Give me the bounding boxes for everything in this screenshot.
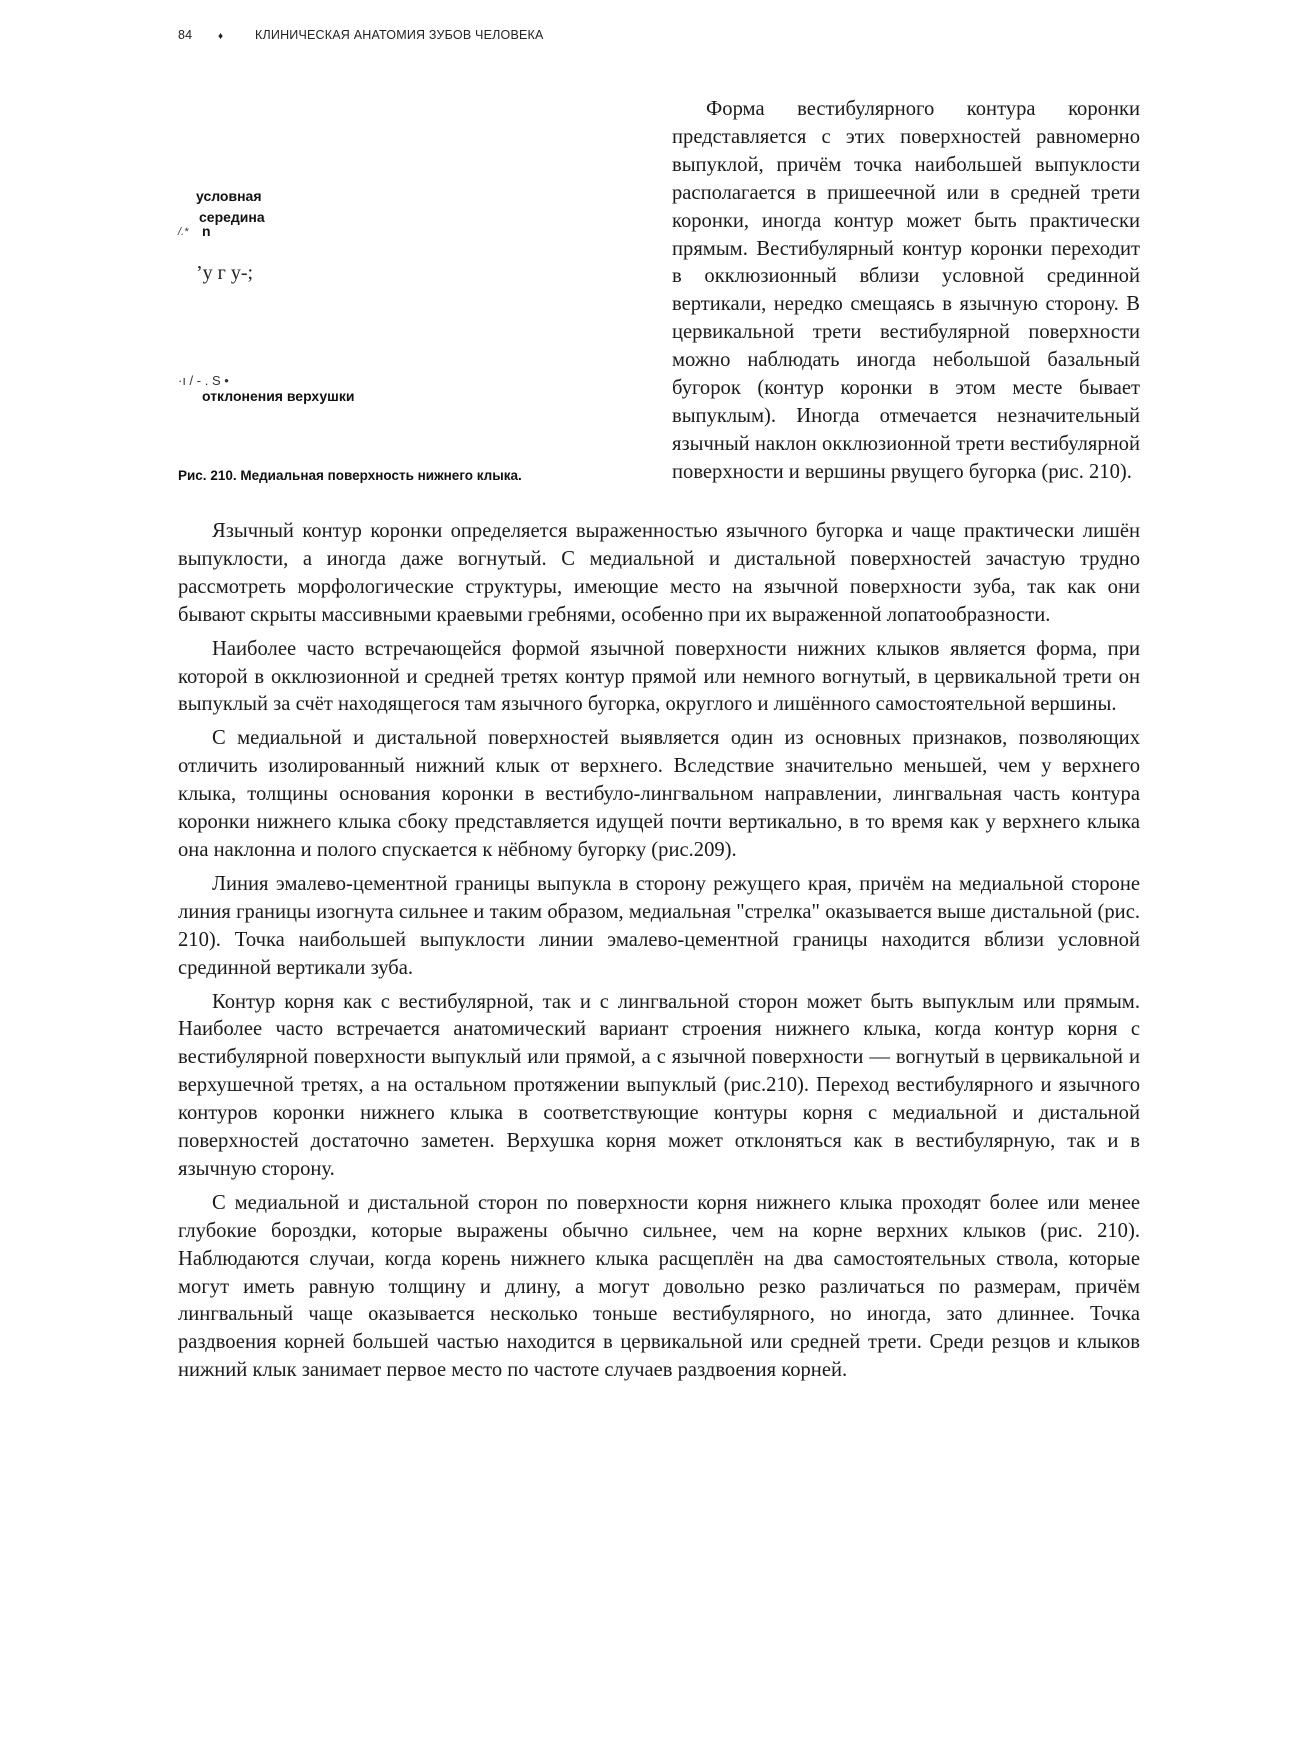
paragraph: С медиальной и дистальной сторон по поверхности корня нижнего клыка проходят более или менее глубокие бороздки, которые выражены обычно сильнее, чем на корне верхних клыков (рис. 210). Наблюдаются случаи, когда корень нижнего клыка расщеплён на два самостоятельных ствола, которые могут иметь равную толщину и длину, а могут довольно резко различаться по размерам, причём лингвальный чаще оказывается несколько тоньше вестибулярного, но иногда, зато длиннее. Точка раздвоения корней большей частью находится в цервикальной или средней трети. Среди резцов и клыков нижний клык занимает первое место по частоте случаев раздвоения корней. [178,1191,1140,1382]
figure-scrap-b: ·ı / - . S • [178,373,229,388]
page-number: 84 [178,28,193,42]
figure-label-deviation: отклонения верхушки [202,388,355,404]
paragraph: Наиболее часто встречающейся формой язычной поверхности нижних клыков является форма, при которой в окклюзионной и средней третях контур прямой или немного вогнутый, в цервикальной трети он выпуклый за счёт находящегося там язычного бугорка, округлого и лишённого самостоятельной вершины. [178,637,1140,716]
figure-210 [178,180,598,500]
running-title: КЛИНИЧЕСКАЯ АНАТОМИЯ ЗУБОВ ЧЕЛОВЕКА [255,28,544,42]
paragraph: Линия эмалево-цементной границы выпукла в сторону режущего края, причём на медиальной стороне линия границы изогнута сильнее и таким образом, медиальная "стрелка" оказывается выше дистальной (рис. 210). Точка наибольшей выпуклости линии эмалево-цементной границы находится вблизи условной срединной вертикали зуба. [178,872,1140,979]
paragraph: Язычный контур коронки определяется выраженностью язычного бугорка и чаще практически лишён выпуклости, а иногда даже вогнутый. С медиальной и дистальной поверхностей зачастую трудно рассмотреть морфологические структуры, имеющие место на язычной поверхности зуба, так как они бывают скрыты массивными краевыми гребнями, особенно при их выраженной лопатообразности. [178,520,1140,626]
figure-serif-scrap: ’у г у-; [196,262,254,284]
paragraph: Форма вестибулярного контура коронки представляется с этих поверхностей равномерно выпуклой, причём точка наибольшей выпуклости располагается в пришеечной или в средней трети коронки, иногда контур может быть практически прямым. Вестибулярный контур коронки переходит в окклюзионный вблизи условной срединной вертикали, нередко смещаясь в язычную сторону. В цервикальной трети вестибулярной поверхности можно наблюдать иногда небольшой базальный бугорок (контур коронки в этом месте бывает выпуклым). Иногда отмечается незначительный язычный наклон окклюзионной трети вестибулярной поверхности и вершины рвущего бугорка (рис. 210). [672,98,1140,483]
paragraph: С медиальной и дистальной поверхностей выявляется один из основных признаков, позволяющих отличить изолированный нижний клык от верхнего. Вследствие значительно меньшей, чем у верхнего клыка, толщины основания коронки в вестибуло-лингвальном направлении, лингвальная часть контура коронки нижнего клыка сбоку представляется идущей почти вертикально, в то время как у верхнего клыка она наклонна и полого спускается к нёбному бугорку (рис.209). [178,727,1140,861]
right-column-text [672,96,1140,487]
figure-label-n: n [202,223,211,239]
figure-label-conditional: условная [196,188,262,204]
running-header [178,28,544,42]
figure-label-middle: середина [199,209,265,225]
figure-scrap-a: /.* [178,226,189,238]
body-text [178,518,1140,1391]
figure-caption: Рис. 210. Медиальная поверхность нижнего клыка. [178,468,522,483]
paragraph: Контур корня как с вестибулярной, так и с лингвальной сторон может быть выпуклым или прямым. Наиболее часто встречается анатомический вариант строения нижнего клыка, когда контур корня с вестибулярной поверхности выпуклый или прямой, а с язычной поверхности — вогнутый в цервикальной и верхушечной третях, а на остальном протяжении выпуклый (рис.210). Переход вестибулярного и язычного контуров коронки нижнего клыка в соответствующие контуры корня с медиальной и дистальной поверхностей достаточно заметен. Верхушка корня может отклоняться как в вестибулярную, так и в язычную сторону. [178,990,1140,1180]
diamond-separator: ♦ [218,31,224,42]
